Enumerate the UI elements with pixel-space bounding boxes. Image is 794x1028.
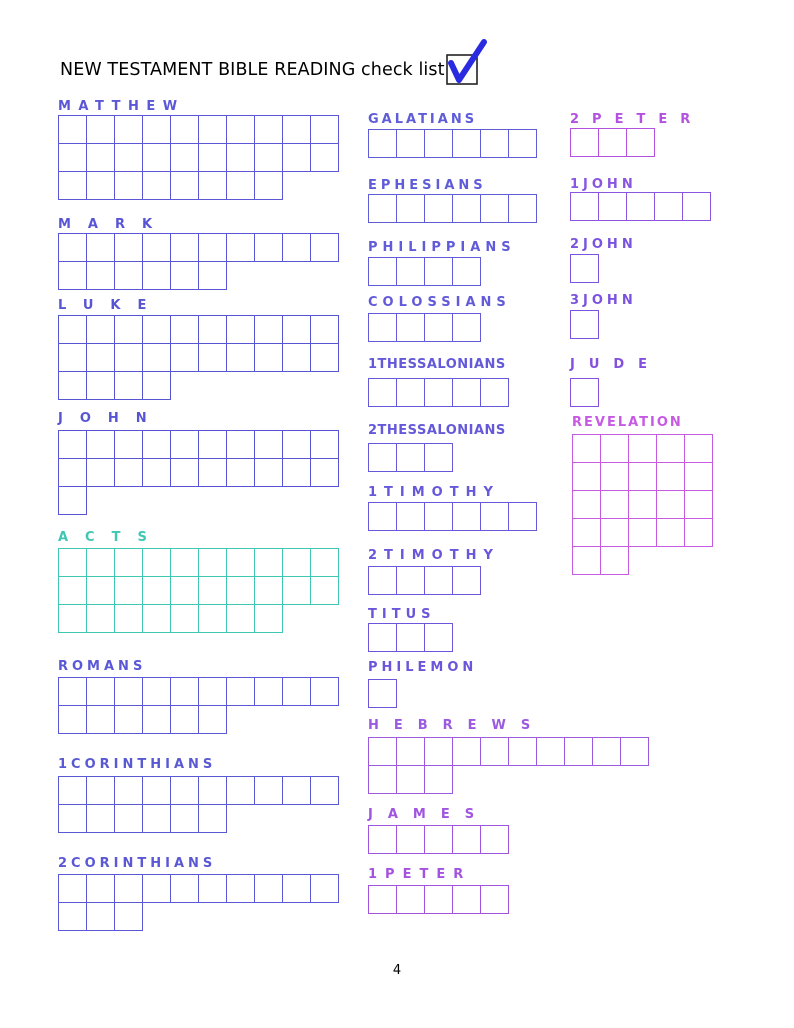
chapter-checkbox[interactable] [86, 548, 115, 577]
chapter-checkbox[interactable] [142, 261, 171, 290]
chapter-checkbox[interactable] [424, 502, 453, 531]
chapter-checkbox[interactable] [142, 143, 171, 172]
chapter-checkbox[interactable] [656, 490, 685, 519]
chapter-checkbox[interactable] [226, 115, 255, 144]
chapter-checkbox[interactable] [282, 576, 311, 605]
chapter-checkbox[interactable] [142, 705, 171, 734]
chapter-checkbox[interactable] [564, 737, 593, 766]
chapter-checkbox[interactable] [310, 548, 339, 577]
chapter-checkbox[interactable] [198, 705, 227, 734]
chapter-checkbox[interactable] [600, 518, 629, 547]
chapter-checkbox[interactable] [570, 378, 599, 407]
chapter-checkbox[interactable] [310, 677, 339, 706]
chapter-checkbox[interactable] [282, 115, 311, 144]
chapter-checkbox[interactable] [254, 343, 283, 372]
chapter-checkbox[interactable] [198, 604, 227, 633]
chapter-checkbox[interactable] [226, 874, 255, 903]
chapter-checkbox[interactable] [170, 804, 199, 833]
chapter-checkbox[interactable] [58, 343, 87, 372]
chapter-checkbox[interactable] [198, 677, 227, 706]
checked-box-icon [444, 38, 488, 88]
chapter-checkbox[interactable] [226, 315, 255, 344]
chapter-checkbox[interactable] [170, 458, 199, 487]
book-label: REVELATION [572, 415, 683, 430]
chapter-checkbox[interactable] [114, 776, 143, 805]
chapter-checkbox[interactable] [198, 171, 227, 200]
chapter-checkbox[interactable] [368, 737, 397, 766]
chapter-checkbox[interactable] [254, 315, 283, 344]
chapter-checkbox[interactable] [396, 378, 425, 407]
chapter-checkbox[interactable] [396, 129, 425, 158]
chapter-checkbox[interactable] [310, 233, 339, 262]
chapter-checkbox[interactable] [170, 343, 199, 372]
chapter-checkbox[interactable] [368, 566, 397, 595]
book-label: 2TIMOTHY [368, 548, 500, 563]
book-label: LUKE [58, 298, 164, 313]
chapter-checkbox[interactable] [254, 171, 283, 200]
chapter-checkbox[interactable] [142, 115, 171, 144]
book-label: PHILIPPIANS [368, 240, 516, 255]
chapter-checkbox[interactable] [396, 313, 425, 342]
chapter-checkbox[interactable] [424, 257, 453, 286]
chapter-checkbox[interactable] [620, 737, 649, 766]
chapter-checkbox[interactable] [282, 143, 311, 172]
chapter-checkbox[interactable] [684, 462, 713, 491]
book-label: TITUS [368, 607, 436, 622]
chapter-checkbox[interactable] [396, 765, 425, 794]
chapter-checkbox[interactable] [310, 874, 339, 903]
chapter-checkbox[interactable] [310, 776, 339, 805]
chapter-checkbox[interactable] [226, 677, 255, 706]
chapter-checkbox[interactable] [536, 737, 565, 766]
chapter-checkbox[interactable] [86, 776, 115, 805]
chapter-checkbox[interactable] [424, 885, 453, 914]
chapter-checkbox[interactable] [198, 804, 227, 833]
chapter-checkbox[interactable] [142, 677, 171, 706]
book-label: 1TIMOTHY [368, 485, 500, 500]
chapter-checkbox[interactable] [452, 885, 481, 914]
chapter-checkbox[interactable] [226, 604, 255, 633]
book-label: HEBREWS [368, 718, 546, 733]
chapter-checkbox[interactable] [198, 776, 227, 805]
book-label: 1CORINTHIANS [58, 757, 217, 772]
chapter-checkbox[interactable] [58, 458, 87, 487]
chapter-checkbox[interactable] [508, 129, 537, 158]
chapter-checkbox[interactable] [368, 378, 397, 407]
chapter-checkbox[interactable] [114, 233, 143, 262]
chapter-checkbox[interactable] [86, 902, 115, 931]
book-label: ROMANS [58, 659, 147, 674]
book-label: GALATIANS [368, 112, 478, 127]
chapter-checkbox[interactable] [508, 194, 537, 223]
chapter-checkbox[interactable] [452, 378, 481, 407]
chapter-checkbox[interactable] [170, 171, 199, 200]
chapter-checkbox[interactable] [142, 371, 171, 400]
chapter-checkbox[interactable] [424, 623, 453, 652]
book-label: 2CORINTHIANS [58, 856, 217, 871]
chapter-checkbox[interactable] [58, 804, 87, 833]
chapter-checkbox[interactable] [480, 194, 509, 223]
book-label: 2THESSALONIANS [368, 423, 506, 438]
chapter-checkbox[interactable] [58, 677, 87, 706]
chapter-checkbox[interactable] [424, 443, 453, 472]
chapter-checkbox[interactable] [198, 233, 227, 262]
chapter-checkbox[interactable] [114, 804, 143, 833]
chapter-checkbox[interactable] [114, 115, 143, 144]
chapter-checkbox[interactable] [424, 737, 453, 766]
chapter-checkbox[interactable] [600, 434, 629, 463]
book-label: PHILEMON [368, 660, 478, 675]
chapter-checkbox[interactable] [58, 486, 87, 515]
chapter-checkbox[interactable] [684, 490, 713, 519]
chapter-checkbox[interactable] [626, 128, 655, 157]
chapter-checkbox[interactable] [58, 902, 87, 931]
chapter-checkbox[interactable] [86, 604, 115, 633]
chapter-checkbox[interactable] [254, 115, 283, 144]
chapter-checkbox[interactable] [58, 776, 87, 805]
book-label: EPHESIANS [368, 178, 487, 193]
chapter-checkbox[interactable] [226, 548, 255, 577]
chapter-checkbox[interactable] [58, 874, 87, 903]
chapter-checkbox[interactable] [452, 566, 481, 595]
chapter-checkbox[interactable] [310, 576, 339, 605]
chapter-checkbox[interactable] [226, 776, 255, 805]
chapter-checkbox[interactable] [452, 502, 481, 531]
chapter-checkbox[interactable] [170, 115, 199, 144]
chapter-checkbox[interactable] [226, 143, 255, 172]
chapter-checkbox[interactable] [600, 462, 629, 491]
book-label: 1THESSALONIANS [368, 357, 506, 372]
chapter-checkbox[interactable] [684, 518, 713, 547]
chapter-checkbox[interactable] [170, 677, 199, 706]
chapter-checkbox[interactable] [656, 434, 685, 463]
chapter-checkbox[interactable] [58, 604, 87, 633]
chapter-checkbox[interactable] [626, 192, 655, 221]
chapter-checkbox[interactable] [170, 315, 199, 344]
chapter-checkbox[interactable] [170, 604, 199, 633]
chapter-checkbox[interactable] [86, 576, 115, 605]
chapter-checkbox[interactable] [368, 765, 397, 794]
chapter-checkbox[interactable] [600, 546, 629, 575]
chapter-checkbox[interactable] [58, 576, 87, 605]
chapter-checkbox[interactable] [368, 679, 397, 708]
chapter-checkbox[interactable] [396, 257, 425, 286]
chapter-checkbox[interactable] [570, 192, 599, 221]
chapter-checkbox[interactable] [86, 677, 115, 706]
chapter-checkbox[interactable] [198, 261, 227, 290]
chapter-checkbox[interactable] [452, 737, 481, 766]
chapter-checkbox[interactable] [424, 194, 453, 223]
chapter-checkbox[interactable] [368, 825, 397, 854]
chapter-checkbox[interactable] [142, 576, 171, 605]
chapter-checkbox[interactable] [86, 233, 115, 262]
book-label: 1JOHN [570, 177, 637, 192]
chapter-checkbox[interactable] [198, 430, 227, 459]
chapter-checkbox[interactable] [170, 548, 199, 577]
chapter-checkbox[interactable] [86, 874, 115, 903]
chapter-checkbox[interactable] [598, 128, 627, 157]
chapter-checkbox[interactable] [310, 315, 339, 344]
chapter-checkbox[interactable] [424, 129, 453, 158]
chapter-checkbox[interactable] [368, 502, 397, 531]
chapter-checkbox[interactable] [310, 115, 339, 144]
chapter-checkbox[interactable] [86, 261, 115, 290]
chapter-checkbox[interactable] [226, 233, 255, 262]
chapter-checkbox[interactable] [424, 378, 453, 407]
chapter-checkbox[interactable] [86, 343, 115, 372]
chapter-checkbox[interactable] [198, 315, 227, 344]
chapter-checkbox[interactable] [368, 443, 397, 472]
chapter-checkbox[interactable] [396, 737, 425, 766]
chapter-checkbox[interactable] [254, 233, 283, 262]
chapter-checkbox[interactable] [198, 343, 227, 372]
chapter-checkbox[interactable] [170, 776, 199, 805]
chapter-checkbox[interactable] [170, 705, 199, 734]
chapter-checkbox[interactable] [452, 313, 481, 342]
chapter-checkbox[interactable] [254, 430, 283, 459]
book-label: 1PETER [368, 867, 472, 882]
chapter-checkbox[interactable] [170, 874, 199, 903]
chapter-checkbox[interactable] [226, 430, 255, 459]
chapter-checkbox[interactable] [282, 233, 311, 262]
chapter-checkbox[interactable] [480, 129, 509, 158]
chapter-checkbox[interactable] [628, 518, 657, 547]
chapter-checkbox[interactable] [114, 604, 143, 633]
chapter-checkbox[interactable] [452, 257, 481, 286]
chapter-checkbox[interactable] [570, 254, 599, 283]
chapter-checkbox[interactable] [58, 143, 87, 172]
chapter-checkbox[interactable] [368, 194, 397, 223]
chapter-checkbox[interactable] [310, 430, 339, 459]
chapter-checkbox[interactable] [198, 458, 227, 487]
chapter-checkbox[interactable] [58, 115, 87, 144]
chapter-checkbox[interactable] [396, 443, 425, 472]
chapter-checkbox[interactable] [452, 825, 481, 854]
chapter-checkbox[interactable] [600, 490, 629, 519]
chapter-checkbox[interactable] [628, 462, 657, 491]
chapter-checkbox[interactable] [424, 825, 453, 854]
chapter-checkbox[interactable] [570, 128, 599, 157]
chapter-checkbox[interactable] [480, 502, 509, 531]
chapter-checkbox[interactable] [396, 502, 425, 531]
book-label: 2PETER [570, 112, 704, 127]
book-label: MATTHEW [58, 99, 185, 114]
chapter-checkbox[interactable] [170, 143, 199, 172]
chapter-checkbox[interactable] [508, 737, 537, 766]
chapter-checkbox[interactable] [572, 546, 601, 575]
chapter-checkbox[interactable] [682, 192, 711, 221]
chapter-checkbox[interactable] [114, 458, 143, 487]
chapter-checkbox[interactable] [114, 677, 143, 706]
chapter-checkbox[interactable] [480, 825, 509, 854]
chapter-checkbox[interactable] [254, 874, 283, 903]
chapter-checkbox[interactable] [142, 604, 171, 633]
chapter-checkbox[interactable] [170, 576, 199, 605]
chapter-checkbox[interactable] [198, 874, 227, 903]
chapter-checkbox[interactable] [254, 677, 283, 706]
chapter-checkbox[interactable] [114, 343, 143, 372]
book-label: JUDE [570, 357, 662, 372]
chapter-checkbox[interactable] [114, 315, 143, 344]
chapter-checkbox[interactable] [628, 490, 657, 519]
chapter-checkbox[interactable] [396, 623, 425, 652]
chapter-checkbox[interactable] [86, 171, 115, 200]
chapter-checkbox[interactable] [282, 548, 311, 577]
chapter-checkbox[interactable] [114, 171, 143, 200]
chapter-checkbox[interactable] [142, 874, 171, 903]
chapter-checkbox[interactable] [282, 343, 311, 372]
chapter-checkbox[interactable] [656, 518, 685, 547]
chapter-checkbox[interactable] [628, 434, 657, 463]
chapter-checkbox[interactable] [226, 171, 255, 200]
chapter-checkbox[interactable] [226, 343, 255, 372]
chapter-checkbox[interactable] [282, 874, 311, 903]
chapter-checkbox[interactable] [282, 458, 311, 487]
chapter-checkbox[interactable] [58, 171, 87, 200]
chapter-checkbox[interactable] [368, 623, 397, 652]
chapter-checkbox[interactable] [114, 261, 143, 290]
chapter-checkbox[interactable] [58, 371, 87, 400]
chapter-checkbox[interactable] [396, 566, 425, 595]
chapter-checkbox[interactable] [254, 604, 283, 633]
chapter-checkbox[interactable] [142, 343, 171, 372]
chapter-checkbox[interactable] [58, 548, 87, 577]
chapter-checkbox[interactable] [142, 315, 171, 344]
chapter-checkbox[interactable] [142, 233, 171, 262]
chapter-checkbox[interactable] [58, 315, 87, 344]
chapter-checkbox[interactable] [86, 458, 115, 487]
chapter-checkbox[interactable] [142, 776, 171, 805]
chapter-checkbox[interactable] [572, 434, 601, 463]
chapter-checkbox[interactable] [452, 129, 481, 158]
chapter-checkbox[interactable] [114, 548, 143, 577]
chapter-checkbox[interactable] [142, 804, 171, 833]
book-label: 2JOHN [570, 237, 637, 252]
chapter-checkbox[interactable] [310, 458, 339, 487]
chapter-checkbox[interactable] [282, 315, 311, 344]
chapter-checkbox[interactable] [684, 434, 713, 463]
chapter-checkbox[interactable] [114, 143, 143, 172]
chapter-checkbox[interactable] [58, 261, 87, 290]
chapter-checkbox[interactable] [424, 313, 453, 342]
chapter-checkbox[interactable] [654, 192, 683, 221]
chapter-checkbox[interactable] [114, 371, 143, 400]
chapter-checkbox[interactable] [226, 458, 255, 487]
chapter-checkbox[interactable] [592, 737, 621, 766]
chapter-checkbox[interactable] [424, 566, 453, 595]
chapter-checkbox[interactable] [452, 194, 481, 223]
chapter-checkbox[interactable] [254, 143, 283, 172]
chapter-checkbox[interactable] [198, 548, 227, 577]
chapter-checkbox[interactable] [142, 430, 171, 459]
chapter-checkbox[interactable] [58, 430, 87, 459]
book-label: JAMES [368, 807, 490, 822]
chapter-checkbox[interactable] [198, 115, 227, 144]
book-label: 3JOHN [570, 293, 637, 308]
chapter-checkbox[interactable] [86, 143, 115, 172]
chapter-checkbox[interactable] [114, 874, 143, 903]
chapter-checkbox[interactable] [226, 576, 255, 605]
chapter-checkbox[interactable] [170, 261, 199, 290]
chapter-checkbox[interactable] [86, 115, 115, 144]
chapter-checkbox[interactable] [310, 343, 339, 372]
chapter-checkbox[interactable] [86, 371, 115, 400]
chapter-checkbox[interactable] [170, 233, 199, 262]
page-title: NEW TESTAMENT BIBLE READING check list [60, 60, 445, 80]
chapter-checkbox[interactable] [254, 548, 283, 577]
chapter-checkbox[interactable] [282, 776, 311, 805]
chapter-checkbox[interactable] [310, 143, 339, 172]
chapter-checkbox[interactable] [368, 313, 397, 342]
chapter-checkbox[interactable] [58, 705, 87, 734]
chapter-checkbox[interactable] [508, 502, 537, 531]
chapter-checkbox[interactable] [368, 129, 397, 158]
chapter-checkbox[interactable] [142, 458, 171, 487]
chapter-checkbox[interactable] [254, 576, 283, 605]
chapter-checkbox[interactable] [198, 576, 227, 605]
chapter-checkbox[interactable] [114, 902, 143, 931]
chapter-checkbox[interactable] [198, 143, 227, 172]
chapter-checkbox[interactable] [480, 737, 509, 766]
book-label: JOHN [58, 411, 164, 426]
chapter-checkbox[interactable] [570, 310, 599, 339]
chapter-checkbox[interactable] [396, 825, 425, 854]
chapter-checkbox[interactable] [170, 430, 199, 459]
chapter-checkbox[interactable] [254, 776, 283, 805]
chapter-checkbox[interactable] [86, 705, 115, 734]
chapter-checkbox[interactable] [572, 462, 601, 491]
book-label: COLOSSIANS [368, 295, 511, 310]
chapter-checkbox[interactable] [368, 885, 397, 914]
chapter-checkbox[interactable] [114, 430, 143, 459]
chapter-checkbox[interactable] [572, 490, 601, 519]
chapter-checkbox[interactable] [58, 233, 87, 262]
chapter-checkbox[interactable] [572, 518, 601, 547]
chapter-checkbox[interactable] [282, 677, 311, 706]
chapter-checkbox[interactable] [396, 194, 425, 223]
chapter-checkbox[interactable] [396, 885, 425, 914]
chapter-checkbox[interactable] [254, 458, 283, 487]
chapter-checkbox[interactable] [282, 430, 311, 459]
page-number: 4 [392, 963, 402, 978]
chapter-checkbox[interactable] [114, 576, 143, 605]
chapter-checkbox[interactable] [114, 705, 143, 734]
chapter-checkbox[interactable] [86, 315, 115, 344]
chapter-checkbox[interactable] [480, 378, 509, 407]
chapter-checkbox[interactable] [142, 171, 171, 200]
chapter-checkbox[interactable] [480, 885, 509, 914]
chapter-checkbox[interactable] [86, 430, 115, 459]
book-label: MARK [58, 217, 170, 232]
chapter-checkbox[interactable] [598, 192, 627, 221]
chapter-checkbox[interactable] [424, 765, 453, 794]
chapter-checkbox[interactable] [142, 548, 171, 577]
chapter-checkbox[interactable] [86, 804, 115, 833]
book-label: ACTS [58, 530, 164, 545]
chapter-checkbox[interactable] [368, 257, 397, 286]
chapter-checkbox[interactable] [656, 462, 685, 491]
